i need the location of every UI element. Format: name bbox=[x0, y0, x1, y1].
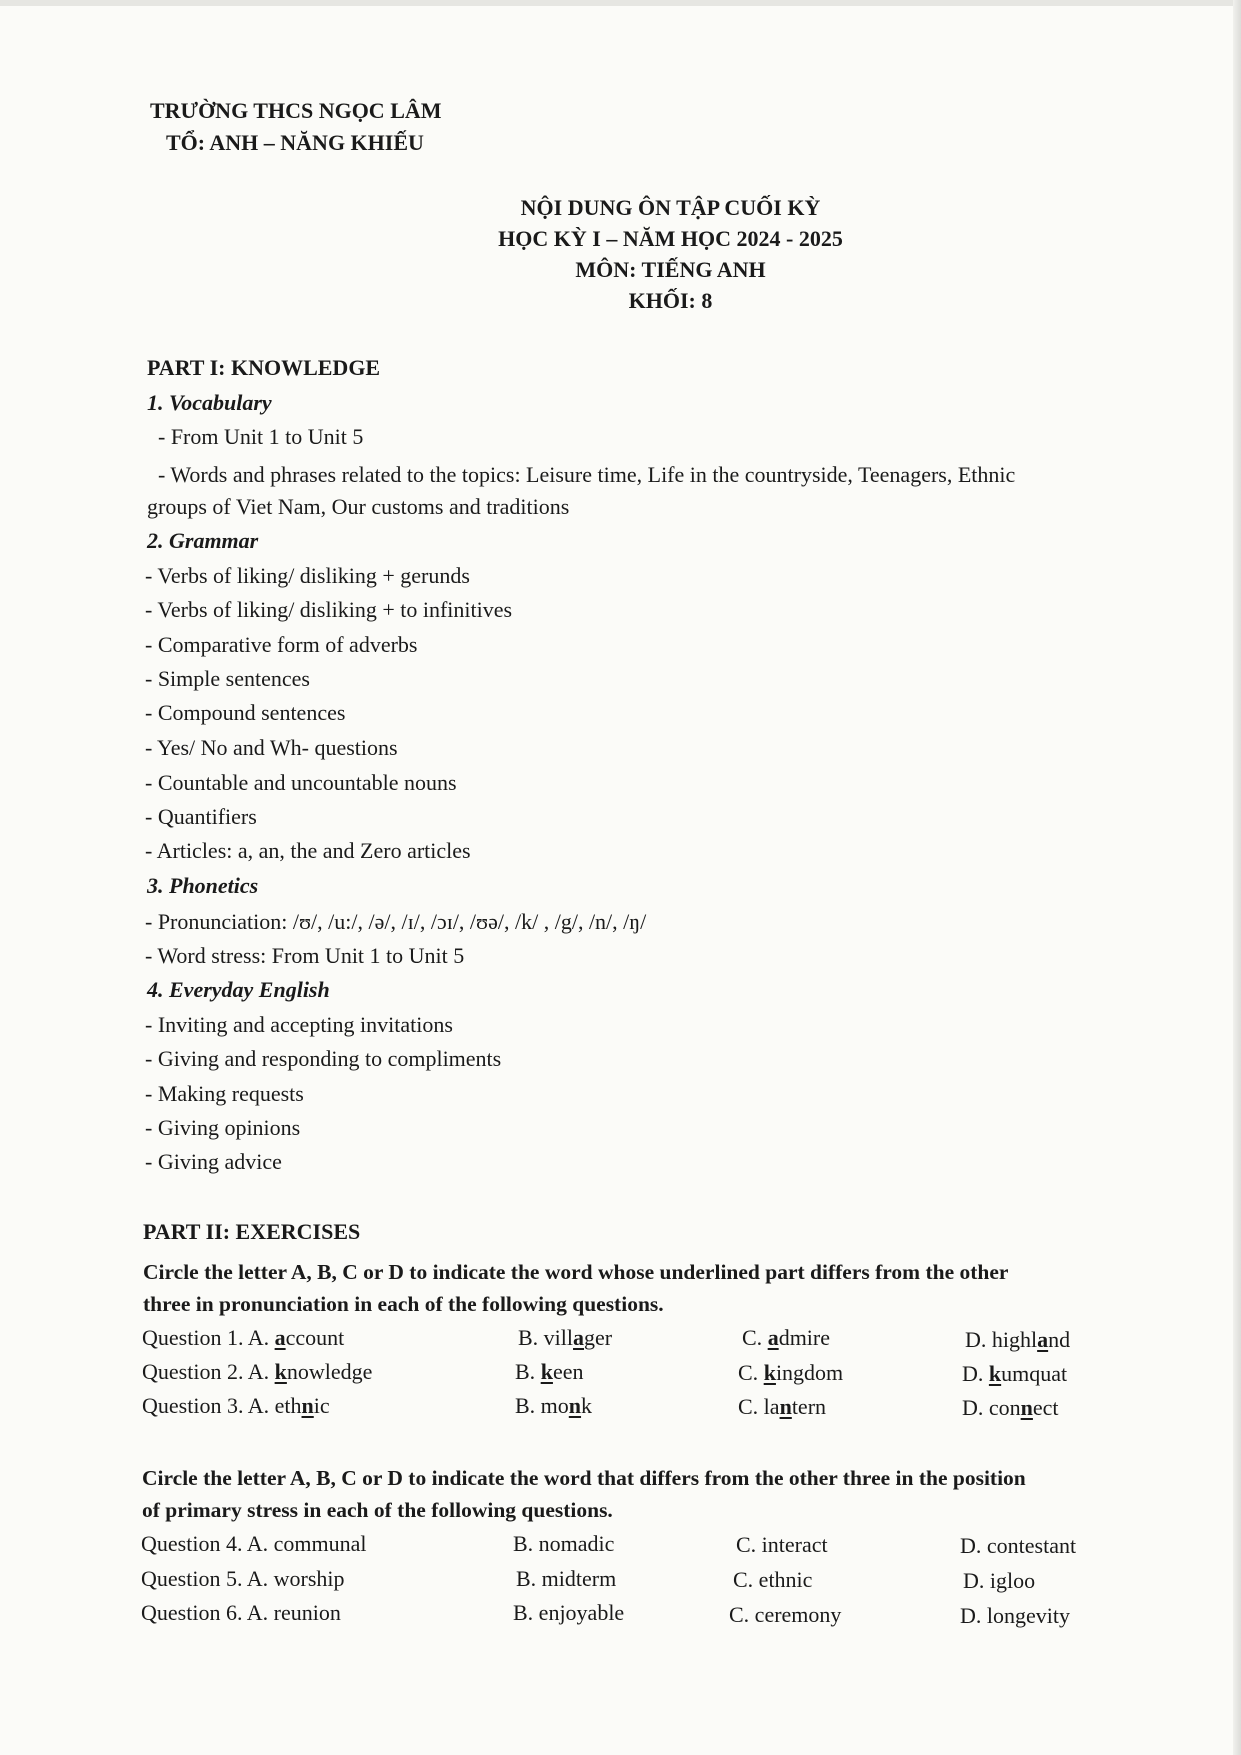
list-item: - Making requests bbox=[145, 1081, 304, 1106]
list-item: - Inviting and accepting invitations bbox=[145, 1012, 453, 1037]
part1-heading: PART I: KNOWLEDGE bbox=[147, 355, 381, 380]
list-item: - Countable and uncountable nouns bbox=[145, 770, 457, 795]
instruction-stress: Circle the letter A, B, C or D to indicate the word that differs from the other three in the position bbox=[142, 1466, 1026, 1490]
department-name: TỔ: ANH – NĂNG KHIẾU bbox=[166, 130, 424, 155]
question-1: Question 1. A. account bbox=[142, 1325, 345, 1350]
instruction-pronunciation-cont: three in pronunciation in each of the following questions. bbox=[143, 1292, 664, 1316]
list-item: - Compound sentences bbox=[145, 700, 346, 725]
list-item: - Words and phrases related to the topics: Leisure time, Life in the countryside, Teenagers, Ethnic bbox=[158, 462, 1016, 487]
list-item: - Quantifiers bbox=[145, 804, 257, 829]
question-5: Question 5. A. worship bbox=[141, 1566, 345, 1591]
option-d: D. kumquat bbox=[962, 1361, 1068, 1386]
scan-top-edge bbox=[0, 0, 1241, 6]
list-item: - Simple sentences bbox=[145, 666, 310, 691]
option-c: C. ceremony bbox=[729, 1602, 842, 1627]
question-3: Question 3. A. ethnic bbox=[142, 1393, 330, 1418]
question-6: Question 6. A. reunion bbox=[141, 1600, 341, 1625]
grammar-heading: 2. Grammar bbox=[147, 528, 259, 553]
list-item: - Pronunciation: /ʊ/, /u:/, /ə/, /ɪ/, /ɔɪ/, /ʊə/, /k/ , /g/, /n/, /ŋ/ bbox=[145, 909, 647, 934]
list-item: - Giving and responding to compliments bbox=[145, 1046, 502, 1071]
option-b: B. midterm bbox=[516, 1566, 617, 1591]
list-item: - Giving opinions bbox=[145, 1115, 301, 1140]
option-d: D. contestant bbox=[960, 1533, 1077, 1558]
option-b: B. keen bbox=[515, 1359, 584, 1384]
option-d: D. highland bbox=[965, 1327, 1071, 1352]
option-c: C. lantern bbox=[738, 1394, 827, 1419]
option-c: C. admire bbox=[742, 1325, 831, 1350]
title-line-4: KHỐI: 8 bbox=[628, 288, 713, 313]
phonetics-heading: 3. Phonetics bbox=[147, 873, 259, 898]
list-item: - From Unit 1 to Unit 5 bbox=[158, 424, 364, 449]
option-b: B. nomadic bbox=[513, 1531, 615, 1556]
option-d: D. igloo bbox=[963, 1568, 1036, 1593]
option-c: C. ethnic bbox=[733, 1567, 813, 1592]
question-2: Question 2. A. knowledge bbox=[142, 1359, 373, 1384]
instruction-pronunciation: Circle the letter A, B, C or D to indicate the word whose underlined part differs from the other bbox=[143, 1260, 1009, 1284]
school-name: TRƯỜNG THCS NGỌC LÂM bbox=[150, 98, 442, 123]
list-item: - Verbs of liking/ disliking + to infinitives bbox=[145, 597, 513, 622]
list-item: groups of Viet Nam, Our customs and traditions bbox=[147, 494, 570, 519]
option-c: C. kingdom bbox=[738, 1360, 844, 1385]
vocabulary-heading: 1. Vocabulary bbox=[147, 390, 272, 415]
option-c: C. interact bbox=[736, 1532, 828, 1557]
list-item: - Giving advice bbox=[145, 1149, 282, 1174]
list-item: - Yes/ No and Wh- questions bbox=[145, 735, 398, 760]
option-b: B. enjoyable bbox=[513, 1600, 625, 1625]
question-4: Question 4. A. communal bbox=[141, 1531, 367, 1556]
list-item: - Articles: a, an, the and Zero articles bbox=[145, 838, 471, 863]
list-item: - Verbs of liking/ disliking + gerunds bbox=[145, 563, 470, 588]
list-item: - Comparative form of adverbs bbox=[145, 632, 418, 657]
list-item: - Word stress: From Unit 1 to Unit 5 bbox=[145, 943, 465, 968]
instruction-stress-cont: of primary stress in each of the following questions. bbox=[142, 1498, 613, 1522]
option-d: D. connect bbox=[962, 1395, 1059, 1420]
title-line-1: NỘI DUNG ÔN TẬP CUỐI KỲ bbox=[520, 195, 821, 220]
option-b: B. monk bbox=[515, 1393, 593, 1418]
title-line-3: MÔN: TIẾNG ANH bbox=[575, 257, 766, 282]
option-d: D. longevity bbox=[960, 1603, 1070, 1628]
everyday-english-heading: 4. Everyday English bbox=[147, 977, 330, 1002]
title-line-2: HỌC KỲ I – NĂM HỌC 2024 - 2025 bbox=[498, 226, 843, 251]
part2-heading: PART II: EXERCISES bbox=[143, 1219, 361, 1244]
option-b: B. villager bbox=[518, 1325, 613, 1350]
